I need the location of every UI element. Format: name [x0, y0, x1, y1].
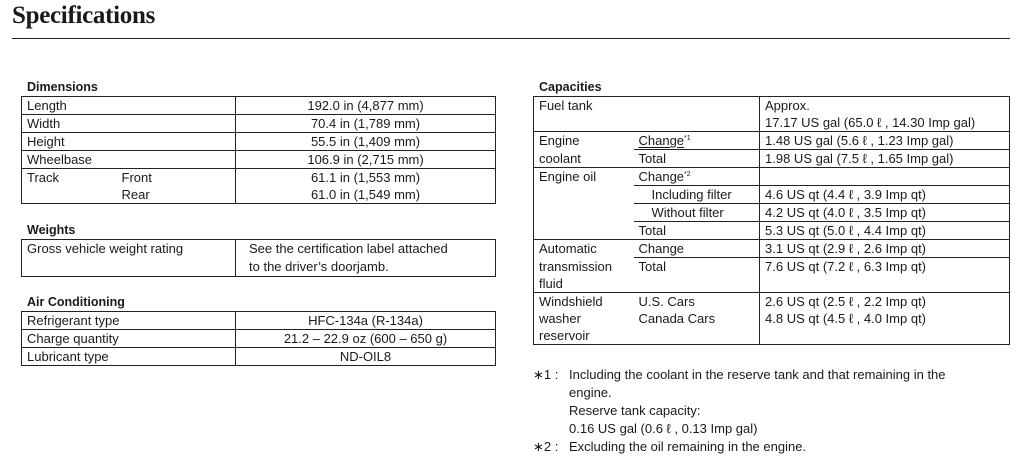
atf-label: Automatic — [534, 240, 634, 258]
air-conditioning-table — [21, 311, 496, 366]
washer-label: Windshield — [534, 293, 634, 311]
width-label: Width — [22, 115, 236, 133]
oil-without-filter-value: 4.2 US qt (4.0 ℓ , 3.5 Imp qt) — [760, 204, 1010, 222]
coolant-label: Engine — [534, 132, 634, 150]
oil-including-filter-label: Including filter — [634, 186, 760, 204]
table-row — [22, 115, 496, 133]
table-row — [534, 168, 1010, 186]
atf-label-3: fluid — [534, 275, 634, 293]
table-row — [22, 133, 496, 151]
engine-oil-label: Engine oil — [534, 168, 634, 186]
footnote-2-text: Excluding the oil remaining in the engine. — [569, 439, 807, 454]
atf-total-label: Total — [634, 258, 760, 276]
footnote-2 — [533, 438, 1024, 456]
width-value: 70.4 in (1,789 mm) — [236, 115, 496, 133]
height-label: Height — [22, 133, 236, 151]
atf-label-2: transmission — [534, 258, 634, 276]
footnote-2-mark: ∗2 : — [533, 439, 559, 454]
table-row — [534, 97, 1010, 132]
table-row — [22, 186, 496, 204]
oil-change-label: Change$^{*2}$ — [634, 168, 760, 186]
footnote-1-text: Including the coolant in the reserve tank and that remaining in the — [569, 367, 946, 382]
table-row — [534, 150, 1010, 168]
washer-us-label: U.S. Cars — [634, 293, 760, 311]
footnotes — [533, 366, 1024, 456]
track-rear-label: Rear — [117, 186, 236, 204]
table-row — [534, 240, 1010, 258]
coolant-change-value: 1.48 US gal (5.6 ℓ , 1.23 Imp gal) — [760, 132, 1010, 150]
length-label: Length — [22, 97, 236, 115]
lubricant-label: Lubricant type — [22, 348, 236, 366]
table-row — [534, 132, 1010, 150]
gvwr-value: See the certification label attached to the driver’s doorjamb. — [236, 240, 496, 277]
table-row — [22, 97, 496, 115]
table-row — [534, 186, 1010, 204]
table-row — [534, 327, 1010, 345]
washer-label-3: reservoir — [534, 327, 634, 345]
track-front-label: Front — [117, 169, 236, 187]
table-row — [22, 151, 496, 169]
atf-change-label: Change — [634, 240, 760, 258]
wheelbase-label: Wheelbase — [22, 151, 236, 169]
capacities-table — [533, 96, 1010, 345]
footnote-1-text-cont: engine. — [569, 385, 612, 400]
table-row — [534, 293, 1010, 311]
track-label: Track — [22, 169, 117, 187]
washer-label-2: washer — [534, 310, 634, 327]
capacities-heading: Capacities — [539, 80, 602, 94]
oil-total-label: Total — [634, 222, 760, 240]
gvwr-label: Gross vehicle weight rating — [22, 240, 236, 277]
lubricant-value: ND-OIL8 — [236, 348, 496, 366]
reserve-tank-label: Reserve tank capacity: — [569, 403, 701, 418]
table-row — [22, 348, 496, 366]
atf-total-value: 7.6 US qt (7.2 ℓ , 6.3 Imp qt) — [760, 258, 1010, 276]
washer-us-value: 2.6 US qt (2.5 ℓ , 2.2 Imp qt) — [760, 293, 1010, 311]
refrigerant-value: HFC-134a (R-134a) — [236, 312, 496, 330]
air-conditioning-heading: Air Conditioning — [27, 295, 125, 309]
footnote-1 — [533, 366, 1024, 438]
table-row — [534, 275, 1010, 293]
washer-ca-value: 4.8 US qt (4.5 ℓ , 4.0 Imp qt) — [760, 310, 1010, 327]
charge-label: Charge quantity — [22, 330, 236, 348]
table-row — [22, 169, 496, 187]
table-row — [22, 330, 496, 348]
oil-total-value: 5.3 US qt (5.0 ℓ , 4.4 Imp qt) — [760, 222, 1010, 240]
coolant-total-value: 1.98 US gal (7.5 ℓ , 1.65 Imp gal) — [760, 150, 1010, 168]
coolant-change-label: Change$^{*1}$ — [634, 132, 760, 150]
coolant-total-label: Total — [634, 150, 760, 168]
coolant-label-2: coolant — [534, 150, 634, 168]
charge-value: 21.2 – 22.9 oz (600 – 650 g) — [236, 330, 496, 348]
title-divider — [12, 38, 1010, 39]
page-title: Specifications — [12, 2, 156, 29]
atf-change-value: 3.1 US qt (2.9 ℓ , 2.6 Imp qt) — [760, 240, 1010, 258]
weights-heading: Weights — [27, 223, 76, 237]
fuel-tank-label: Fuel tank — [534, 97, 760, 132]
dimensions-heading: Dimensions — [27, 80, 98, 94]
refrigerant-label: Refrigerant type — [22, 312, 236, 330]
oil-without-filter-label: Without filter — [634, 204, 760, 222]
dimensions-table — [21, 96, 496, 204]
table-row — [534, 204, 1010, 222]
table-row — [534, 222, 1010, 240]
track-front-value: 61.1 in (1,553 mm) — [236, 169, 496, 187]
oil-including-filter-value: 4.6 US qt (4.4 ℓ , 3.9 Imp qt) — [760, 186, 1010, 204]
table-row — [22, 312, 496, 330]
fuel-tank-value: Approx. 17.17 US gal (65.0 ℓ , 14.30 Imp gal) — [760, 97, 1010, 132]
weights-table — [21, 239, 496, 277]
table-row — [534, 310, 1010, 327]
wheelbase-value: 106.9 in (2,715 mm) — [236, 151, 496, 169]
length-value: 192.0 in (4,877 mm) — [236, 97, 496, 115]
track-rear-value: 61.0 in (1,549 mm) — [236, 186, 496, 204]
footnote-1-mark: ∗1 : — [533, 367, 559, 382]
table-row — [22, 240, 496, 277]
reserve-tank-value: 0.16 US gal (0.6 ℓ , 0.13 Imp gal) — [569, 421, 758, 436]
height-value: 55.5 in (1,409 mm) — [236, 133, 496, 151]
table-row — [534, 258, 1010, 276]
washer-ca-label: Canada Cars — [634, 310, 760, 327]
